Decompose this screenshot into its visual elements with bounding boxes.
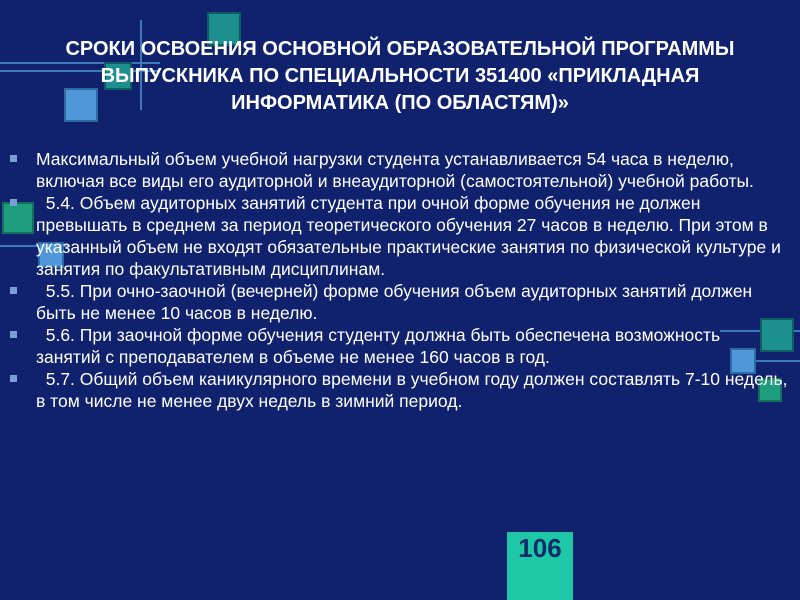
bullet-icon: [10, 287, 17, 294]
list-item: [8, 280, 788, 324]
list-item: [8, 148, 788, 192]
bullet-icon: [10, 375, 17, 382]
title-line: СРОКИ ОСВОЕНИЯ ОСНОВНОЙ ОБРАЗОВАТЕЛЬНОЙ ПРОГРАММЫ: [65, 38, 735, 60]
list-item-text: 5.6. При заочной форме обучения студенту должна быть обеспечена возможность занятий с преподавателем в объеме не менее 160 часов в год.: [36, 325, 725, 367]
slide-title: [20, 36, 780, 117]
list-item-text: Максимальный объем учебной нагрузки студента устанавливается 54 часа в неделю, включая все виды его аудиторной и внеаудиторной (самостоятельной) учебной работы.: [36, 149, 754, 191]
title-line: ВЫПУСКНИКА ПО СПЕЦИАЛЬНОСТИ 351400 «ПРИКЛАДНАЯ: [100, 65, 700, 87]
bullet-list: [8, 148, 793, 412]
title-line: ИНФОРМАТИКА (ПО ОБЛАСТЯМ)»: [231, 92, 569, 114]
page-number: 106: [507, 532, 573, 600]
list-item: [8, 324, 788, 368]
bullet-icon: [10, 155, 17, 162]
list-item-text: 5.7. Общий объем каникулярного времени в учебном году должен составлять 7-10 недель, в том числе не менее двух недель в зимний период.: [36, 369, 793, 411]
list-item-text: 5.4. Объем аудиторных занятий студента при очной форме обучения не должен превышать в среднем за период теоретического обучения 27 часов в неделю. При этом в указанный объем не входят обязательные практические занятия по физической культуре и занятия по факультативным дисциплинам.: [36, 193, 786, 279]
list-item: [8, 192, 788, 280]
bullet-icon: [10, 331, 17, 338]
list-item: [8, 368, 793, 412]
bullet-icon: [10, 199, 17, 206]
list-item-text: 5.5. При очно-заочной (вечерней) форме обучения объем аудиторных занятий должен быть не менее 10 часов в неделю.: [36, 281, 758, 323]
